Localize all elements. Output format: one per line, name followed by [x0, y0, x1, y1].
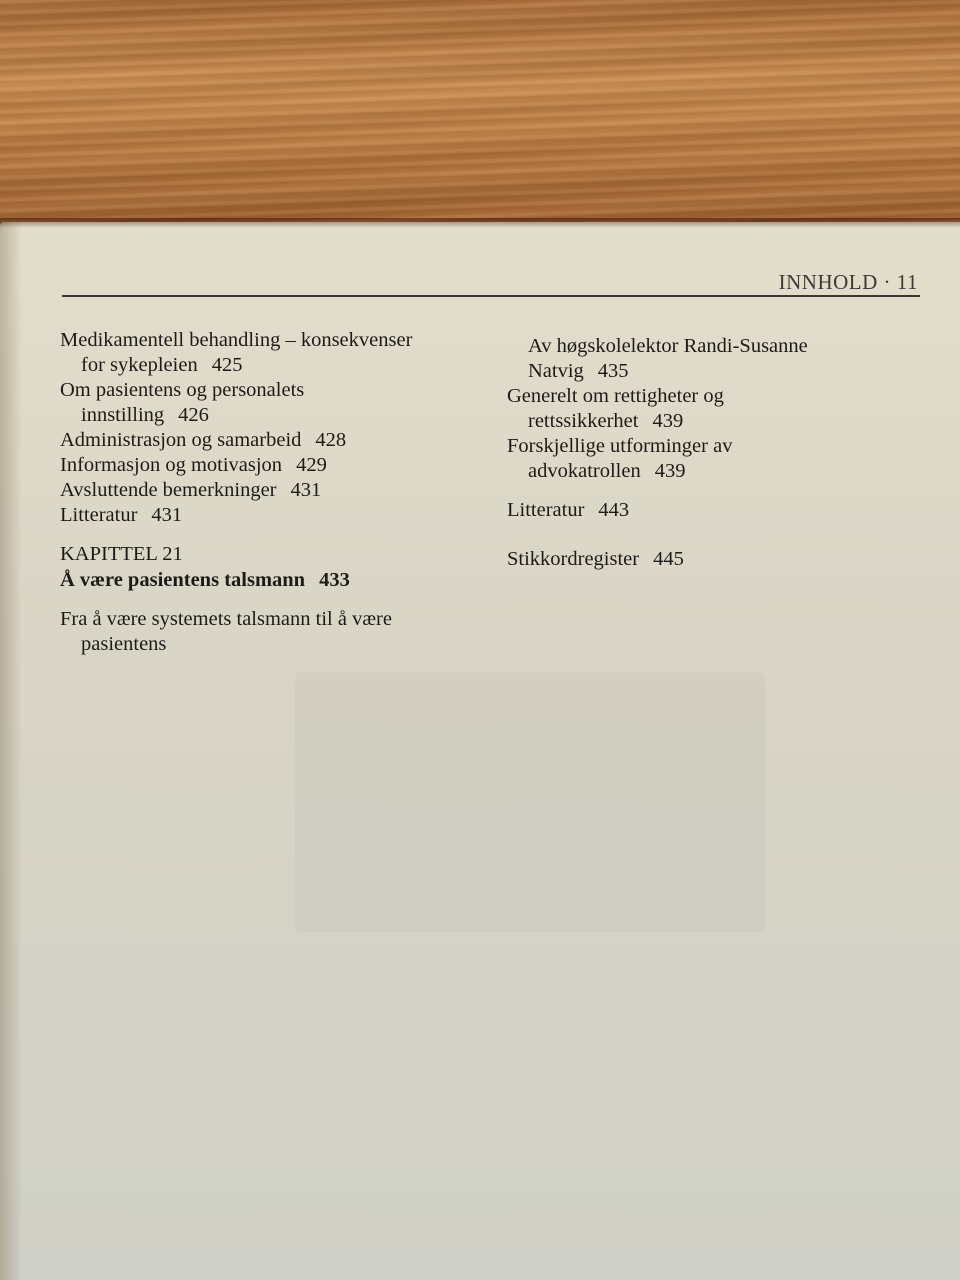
toc-entry-title-cont: innstilling — [81, 404, 165, 426]
toc-page-number: 439 — [654, 460, 686, 482]
toc-entry-title-cont: rettssikkerhet — [528, 410, 639, 432]
toc-entry-title: Om pasientens og personalets — [60, 379, 305, 401]
toc-right-column — [507, 334, 927, 572]
toc-entry-title-cont: for sykepleien — [81, 354, 198, 376]
toc-page-number: 435 — [597, 360, 629, 382]
toc-entry — [60, 328, 470, 378]
toc-entry-title: Informasjon og motivasjon — [60, 454, 283, 476]
toc-entry-title: Litteratur — [60, 504, 138, 526]
toc-entry — [60, 503, 470, 528]
toc-entry-title: Litteratur — [507, 499, 585, 521]
toc-section-title-cont: pasientens — [81, 633, 167, 655]
chapter-title-text: Å være pasientens talsmann — [60, 569, 306, 591]
toc-entry-litteratur — [507, 498, 927, 523]
toc-entry — [507, 434, 927, 484]
toc-entry — [507, 384, 927, 434]
toc-author-name-cont: Natvig — [528, 360, 584, 382]
toc-page-number: 428 — [315, 429, 347, 451]
wooden-table — [0, 0, 960, 240]
toc-page-number: 429 — [296, 454, 327, 476]
toc-page-number: 445 — [653, 548, 684, 570]
toc-entry-title: Generelt om rettigheter og — [507, 385, 724, 407]
chapter-page-number: 433 — [319, 569, 350, 591]
toc-page-number: 425 — [211, 354, 243, 376]
toc-entry — [60, 428, 470, 453]
show-through-shape — [295, 672, 765, 932]
toc-entry-title-cont: advokatrollen — [528, 460, 641, 482]
toc-page-number: 431 — [151, 504, 183, 526]
running-head: INNHOLD · 11 — [778, 270, 918, 294]
toc-page-number: 439 — [652, 410, 684, 432]
toc-author-line — [507, 334, 927, 384]
toc-entry-title: Stikkordregister — [507, 548, 640, 570]
toc-author-text: Av høgskolelektor Randi-Susanne — [528, 335, 808, 357]
toc-entry-title: Administrasjon og samarbeid — [60, 429, 302, 451]
toc-page-number: 426 — [178, 404, 209, 426]
toc-entry-title: Forskjellige utforminger av — [507, 435, 733, 457]
toc-left-column — [60, 328, 470, 657]
header-rule — [62, 295, 920, 297]
toc-section — [60, 607, 470, 657]
page-gutter-shadow — [0, 222, 22, 1280]
toc-entry — [60, 453, 470, 478]
toc-page-number: 443 — [598, 499, 630, 521]
toc-entry-title: Avsluttende bemerkninger — [60, 479, 277, 501]
toc-entry-title: Medikamentell behandling – konsekvenser — [60, 329, 413, 351]
toc-entry — [60, 478, 470, 503]
page-edge-shadow — [0, 218, 960, 228]
toc-entry — [60, 378, 470, 428]
chapter-label: KAPITTEL 21 — [60, 543, 183, 565]
toc-page-number: 431 — [290, 479, 322, 501]
toc-section-title: Fra å være systemets talsmann til å være — [60, 608, 392, 630]
toc-entry-stikkordregister — [507, 547, 927, 572]
chapter-title — [60, 567, 470, 593]
